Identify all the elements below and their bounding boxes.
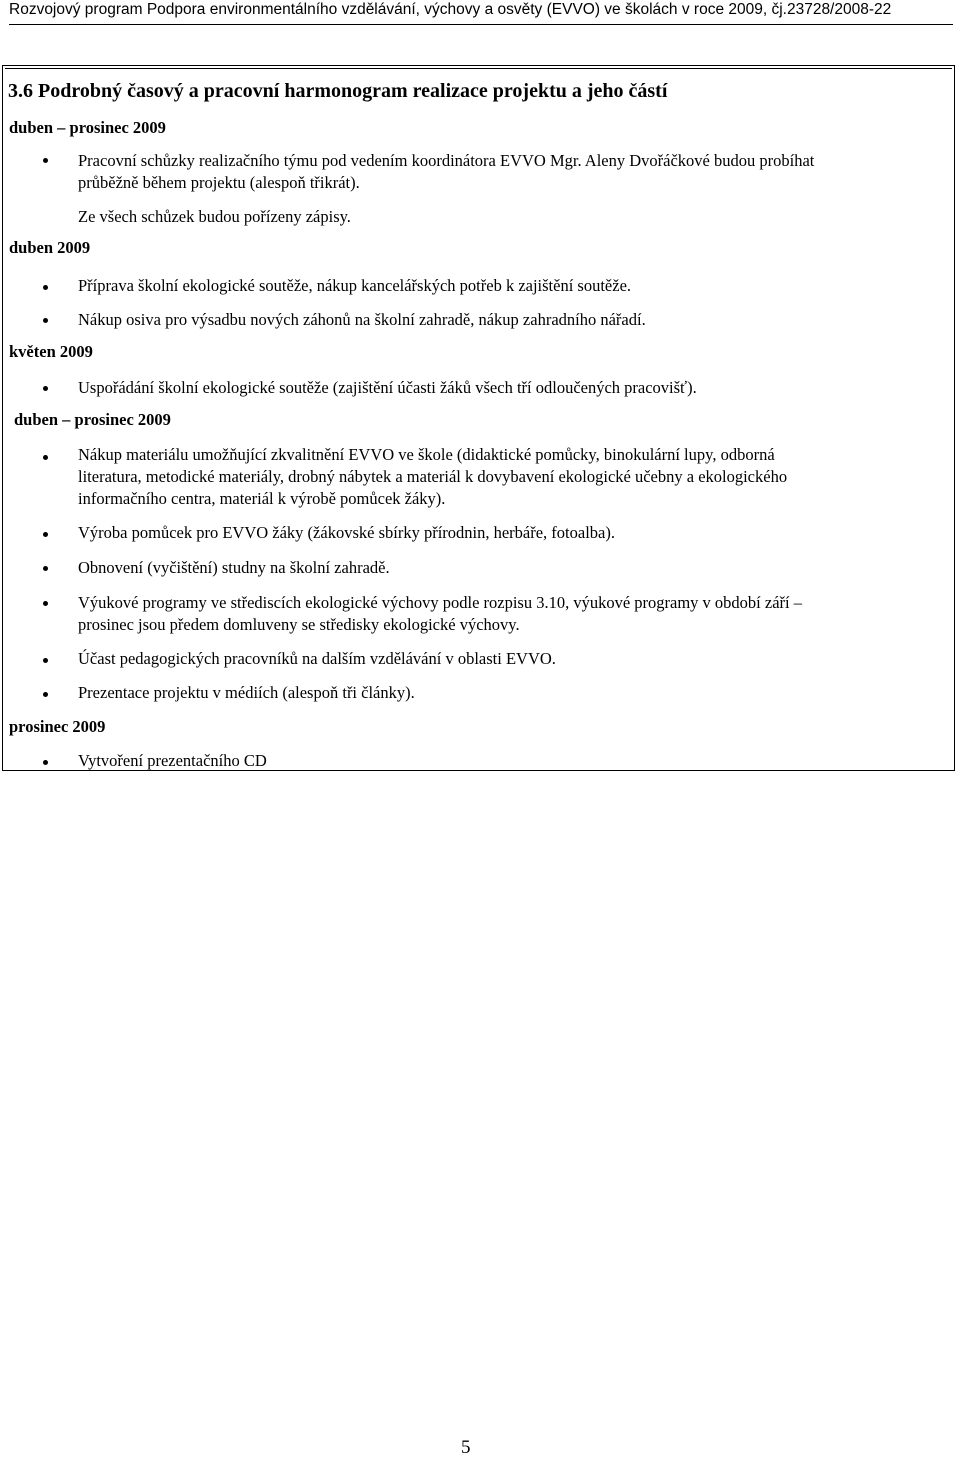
list-item: Obnovení (vyčištění) studny na školní zahradě. <box>78 558 390 577</box>
list-item-continuation: průběžně během projektu (alespoň třikrát). <box>78 173 360 192</box>
bullet-icon <box>43 455 48 460</box>
period-label: květen 2009 <box>9 342 93 361</box>
bullet-icon <box>43 601 48 606</box>
period-label: duben – prosinec 2009 <box>9 118 166 137</box>
list-item-continuation: prosinec jsou předem domluveny se středisky ekologické výchovy. <box>78 615 520 634</box>
bullet-icon <box>43 760 48 765</box>
bullet-icon <box>43 318 48 323</box>
bullet-icon <box>43 386 48 391</box>
period-label: duben – prosinec 2009 <box>14 410 171 429</box>
list-item-continuation: Ze všech schůzek budou pořízeny zápisy. <box>78 207 351 226</box>
list-item: Prezentace projektu v médiích (alespoň tři články). <box>78 683 415 702</box>
list-item: Nákup osiva pro výsadbu nových záhonů na školní zahradě, nákup zahradního nářadí. <box>78 310 646 329</box>
list-item: Uspořádání školní ekologické soutěže (zajištění účasti žáků všech tří odloučených pracovišť). <box>78 378 697 397</box>
list-item: Příprava školní ekologické soutěže, nákup kancelářských potřeb k zajištění soutěže. <box>78 276 632 295</box>
header-rule <box>9 24 953 25</box>
period-label: duben 2009 <box>9 238 91 257</box>
bullet-icon <box>43 692 48 697</box>
bullet-icon <box>43 532 48 537</box>
box-top-double-line <box>5 68 952 69</box>
list-item: Výukové programy ve střediscích ekologické výchovy podle rozpisu 3.10, výukové programy v období září – <box>78 593 802 612</box>
bullet-icon <box>43 658 48 663</box>
bullet-icon <box>43 158 48 163</box>
list-item-continuation: literatura, metodické materiály, drobný nábytek a materiál k dovybavení ekologické učebny a ekologického <box>78 467 788 486</box>
list-item: Pracovní schůzky realizačního týmu pod vedením koordinátora EVVO Mgr. Aleny Dvořáčkové budou probíhat <box>78 151 815 170</box>
period-label: prosinec 2009 <box>9 717 106 736</box>
section-title: 3.6 Podrobný časový a pracovní harmonogram realizace projektu a jeho částí <box>8 80 668 102</box>
list-item: Výroba pomůcek pro EVVO žáky (žákovské sbírky přírodnin, herbáře, fotoalba). <box>78 523 615 542</box>
list-item-continuation: informačního centra, materiál k výrobě pomůcek žáky). <box>78 489 446 508</box>
page-number: 5 <box>461 1437 471 1458</box>
list-item: Účast pedagogických pracovníků na dalším vzdělávání v oblasti EVVO. <box>78 649 556 668</box>
bullet-icon <box>43 285 48 290</box>
list-item: Vytvoření prezentačního CD <box>78 751 267 770</box>
list-item: Nákup materiálu umožňující zkvalitnění EVVO ve škole (didaktické pomůcky, binokulární lupy, odborná <box>78 445 775 464</box>
running-header: Rozvojový program Podpora environmentálního vzdělávání, výchovy a osvěty (EVVO) ve školách v roce 2009, čj.23728/2008-22 <box>9 1 892 18</box>
bullet-icon <box>43 566 48 571</box>
